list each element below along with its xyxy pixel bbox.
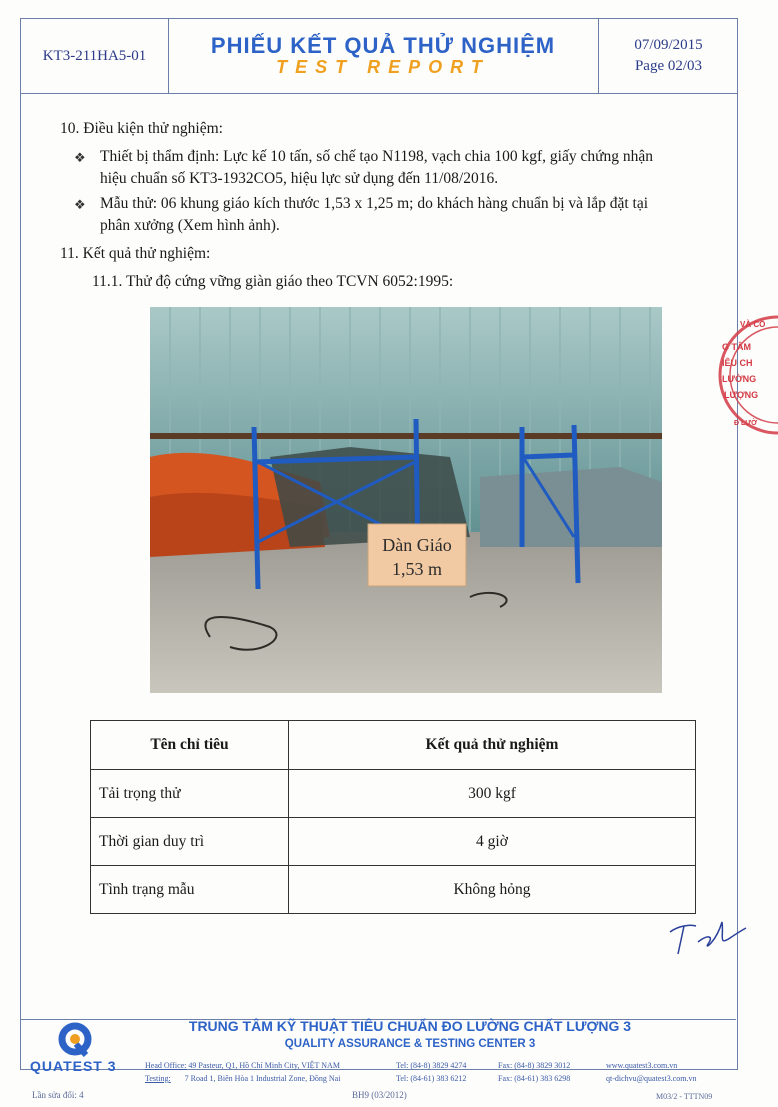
bh-code: BH9 (03/2012) [352,1090,407,1100]
revision-note: Lần sửa đổi: 4 [32,1090,84,1100]
table-row [91,770,696,818]
svg-text:Đ LƯỜ: Đ LƯỜ [734,420,758,427]
footer-org-name-en: QUALITY ASSURANCE & TESTING CENTER 3 [284,1038,536,1050]
testing-tel: Tel: (84-61) 383 6212 [396,1074,467,1083]
report-code: KT3-211HA5-01 [21,19,169,93]
quatest-logo-icon [58,1022,92,1063]
head-office-address: 49 Pasteur, Q1, Hồ Chí Minh City, VIỆT NAM [188,1061,340,1070]
report-page: Page 02/03 [634,58,703,74]
section-10-heading: 10. Điều kiện thử nghiệm: [60,120,223,137]
table-row [91,818,696,866]
testing-line [145,1074,340,1083]
testing-label: Testing: [145,1074,171,1083]
svg-text:LƯỜNG: LƯỜNG [722,374,757,384]
scaffold-photo [150,307,662,693]
svg-text:VÀ CÔ: VÀ CÔ [740,320,766,329]
svg-text:G TÂM: G TÂM [722,342,751,352]
head-office-line [145,1061,340,1070]
diamond-bullet-icon: ❖ [74,197,86,212]
table-row [91,866,696,914]
testing-address: 7 Road 1, Biên Hòa 1 Industrial Zone, Đồng Nai [184,1074,341,1083]
footer-org-name: TRUNG TÂM KỸ THUẬT TIÊU CHUẨN ĐO LƯỜNG CHẤT LƯỢNG 3 [188,1018,632,1034]
head-office-fax: Fax: (84-8) 3829 3012 [498,1061,571,1070]
head-office-tel: Tel: (84-8) 3829 4274 [396,1061,467,1070]
signature [668,912,748,963]
row-result: 300 kgf [289,770,696,818]
row-criterion: Tình trạng mẫu [91,866,289,914]
row-criterion: Thời gian duy trì [91,818,289,866]
logo-text: QUATEST 3 [30,1058,117,1074]
table-header-row [91,721,696,770]
website-link[interactable]: www.quatest3.com.vn [606,1061,678,1070]
row-result: Không hỏng [289,866,696,914]
report-title-vi: PHIẾU KẾT QUẢ THỬ NGHIỆM [210,33,556,58]
bullet1-line1: Thiết bị thẩm định: Lực kế 10 tấn, số chế tạo N1198, vạch chia 100 kgf, giấy chứng nhận [100,148,653,165]
form-code: M03/2 - TTTN09 [656,1092,713,1101]
results-table [90,720,696,914]
column-header-result: Kết quả thử nghiệm [289,721,696,770]
report-date: 07/09/2015 [634,37,703,53]
report-header [21,19,737,94]
report-meta [598,19,738,93]
section-11-heading: 11. Kết quả thử nghiệm: [60,245,211,262]
email-link[interactable]: qt-dichvu@quatest3.com.vn [606,1074,697,1083]
bullet2-line2: phân xưởng (Xem hình ảnh). [100,217,280,234]
report-title-block [168,19,598,93]
row-criterion: Tải trọng thử [91,770,289,818]
sign-line2: 1,53 m [391,559,443,579]
bullet1-line2: hiệu chuẩn số KT3-1932CO5, hiệu lực sử dụng đến 11/08/2016. [100,170,499,187]
diamond-bullet-icon: ❖ [74,150,86,165]
testing-fax: Fax: (84-61) 383 6298 [498,1074,571,1083]
section-11-1-heading: 11.1. Thử độ cứng vững giàn giáo theo TCVN 6052:1995: [92,273,454,290]
column-header-criterion: Tên chỉ tiêu [91,721,289,770]
row-result: 4 giờ [289,818,696,866]
official-stamp [718,310,778,440]
report-title-en: TEST REPORT [276,57,490,77]
head-office-label: Head Office: [145,1061,187,1070]
bullet2-line1: Mẫu thử: 06 khung giáo kích thước 1,53 x 1,25 m; do khách hàng chuẩn bị và lắp đặt tại [100,195,649,212]
svg-text:IÊU CH: IÊU CH [722,358,753,368]
sign-line1: Dàn Giáo [382,535,452,555]
svg-text:LƯỢNG: LƯỢNG [724,390,759,400]
